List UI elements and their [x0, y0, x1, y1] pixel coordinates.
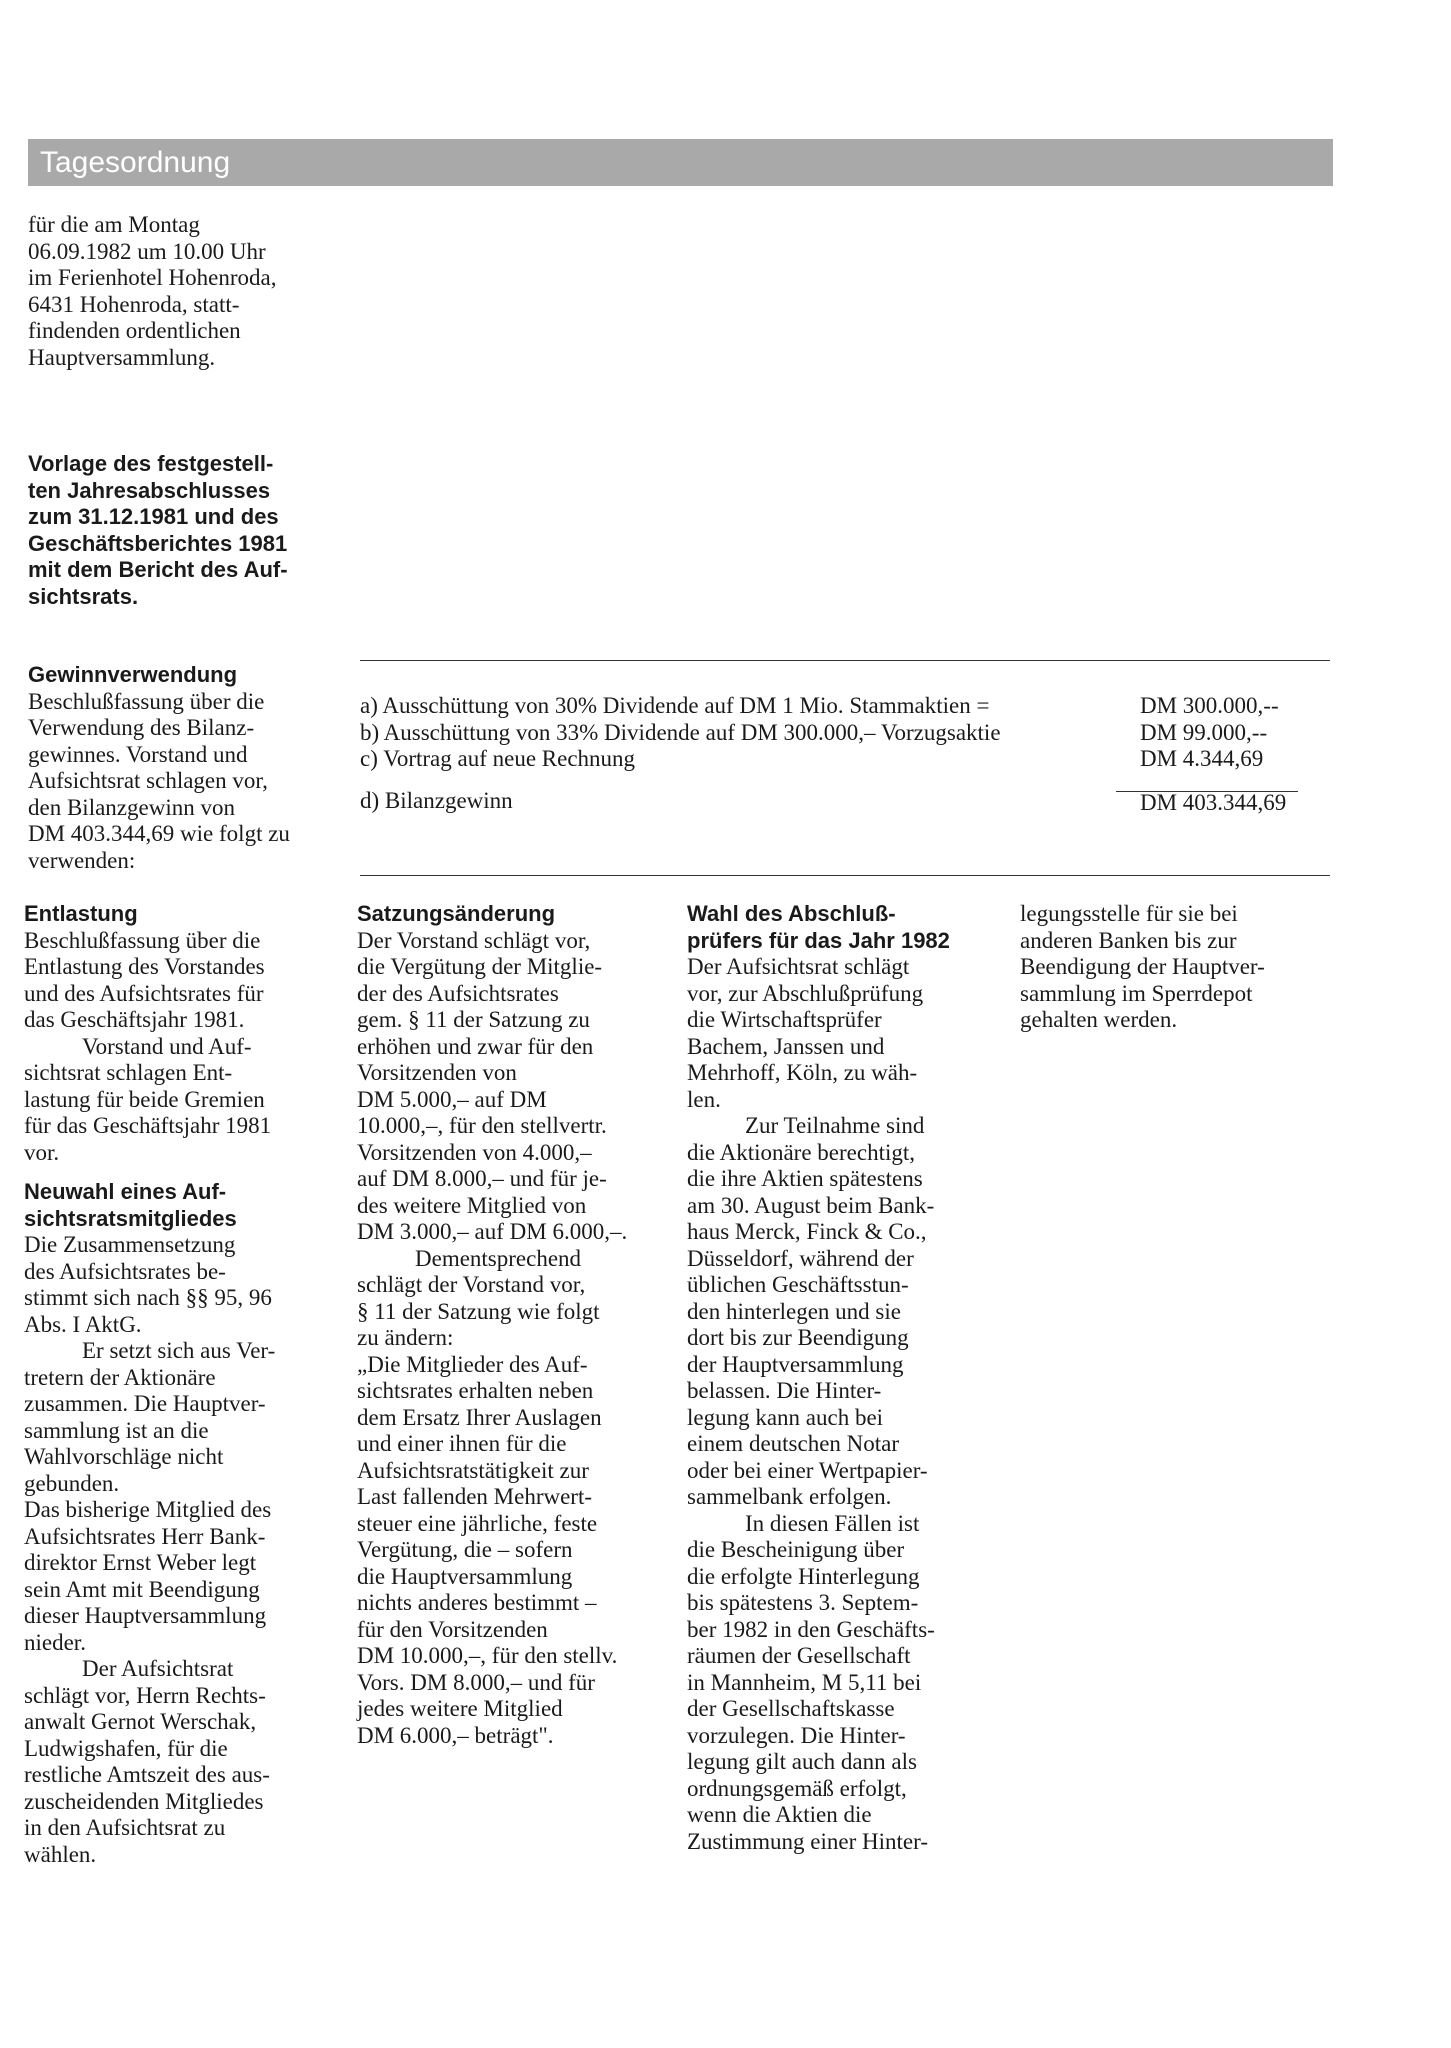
- text-line: bis spätestens 3. Septem-: [687, 1590, 919, 1615]
- text-line: vorzulegen. Die Hinter-: [687, 1722, 906, 1748]
- text-line: der Gesellschaftskasse: [687, 1696, 895, 1721]
- text-line: des Aufsichtsrates be-: [24, 1258, 226, 1284]
- text-line: In diesen Fällen ist: [745, 1510, 920, 1536]
- text-line: sichtsrats.: [28, 583, 139, 609]
- text-line: direktor Ernst Weber legt: [24, 1550, 257, 1575]
- text-line: Vorlage des festgestell-: [28, 451, 274, 476]
- text-line: Aufsichtsrates Herr Bank-: [24, 1523, 266, 1549]
- text-line: der des Aufsichtsrates: [357, 980, 559, 1006]
- text-line: zusammen. Die Hauptver-: [24, 1391, 266, 1416]
- text-line: gem. § 11 der Satzung zu: [357, 1007, 590, 1032]
- distribution-label: b) Ausschüttung von 33% Dividende auf DM 300.000,– Vorzugsaktie: [360, 720, 1001, 745]
- text-line: die Aktionäre berechtigt,: [687, 1139, 916, 1165]
- agenda-banner: Tagesordnung: [28, 139, 1333, 186]
- text-line: Neuwahl eines Auf-: [24, 1179, 227, 1204]
- text-line: Beendigung der Hauptver-: [1020, 954, 1265, 979]
- distribution-amount: DM 99.000,--: [1140, 720, 1268, 745]
- text-line: restliche Amtszeit des aus-: [24, 1762, 270, 1787]
- distribution-label: c) Vortrag auf neue Rechnung: [360, 746, 636, 771]
- text-line: dieser Hauptversammlung: [24, 1603, 267, 1628]
- text-line: Zur Teilnahme sind: [745, 1113, 925, 1138]
- text-line: vor, zur Abschlußprüfung: [687, 980, 924, 1006]
- distribution-row-a: [360, 693, 1305, 720]
- text-line: ber 1982 in den Geschäfts-: [687, 1616, 935, 1642]
- distribution-amount: DM 4.344,69: [1140, 746, 1264, 771]
- text-line: Wahl des Abschluß-: [687, 901, 896, 926]
- profit-appropriation-heading: Gewinnverwendung: [28, 662, 238, 687]
- distribution-amount: DM 403.344,69: [1140, 790, 1287, 815]
- auditor-election-heading: [687, 901, 1002, 954]
- text-line: legungsstelle für sie bei: [1020, 901, 1238, 926]
- text-line: tretern der Aktionäre: [24, 1364, 216, 1390]
- text-line: nichts anderes bestimmt –: [357, 1590, 597, 1615]
- bylaws-amendment-paragraph-2: [357, 1246, 672, 1750]
- text-line: sein Amt mit Beendigung: [24, 1576, 260, 1602]
- text-line: zum 31.12.1981 und des: [28, 504, 279, 529]
- distribution-row-b: [360, 720, 1305, 747]
- board-election-paragraph-3: [24, 1497, 339, 1656]
- text-line: „Die Mitglieder des Auf-: [357, 1351, 588, 1377]
- item-profit-appropriation: [28, 662, 348, 874]
- text-line: Düsseldorf, während der: [687, 1245, 914, 1271]
- text-line: Die Zusammensetzung: [24, 1232, 236, 1257]
- text-line: des weitere Mitglied von: [357, 1192, 587, 1218]
- text-line: die Vergütung der Mitglie-: [357, 954, 603, 979]
- text-line: nieder.: [24, 1629, 86, 1655]
- text-line: Zustimmung einer Hinter-: [687, 1828, 928, 1854]
- text-line: gehalten werden.: [1020, 1007, 1178, 1032]
- text-line: Dementsprechend: [415, 1245, 582, 1271]
- board-election-heading: [24, 1179, 339, 1232]
- board-election-paragraph-2: [24, 1338, 339, 1497]
- text-line: für das Geschäftsjahr 1981: [24, 1113, 272, 1138]
- column-1: [24, 901, 339, 1868]
- text-line: schlägt vor, Herrn Rechts-: [24, 1682, 266, 1708]
- text-line: in den Aufsichtsrat zu: [24, 1815, 226, 1840]
- discharge-paragraph-1: [24, 928, 339, 1034]
- text-line: die Bescheinigung über: [687, 1537, 905, 1562]
- text-line: DM 10.000,–, für den stellv.: [357, 1643, 618, 1668]
- divider-bottom: [360, 875, 1330, 876]
- text-line: erhöhen und zwar für den: [357, 1033, 594, 1059]
- text-line: § 11 der Satzung wie folgt: [357, 1298, 600, 1324]
- text-line: stimmt sich nach §§ 95, 96: [24, 1285, 272, 1310]
- intro-text: [28, 212, 276, 371]
- deposit-continuation-paragraph: [1020, 901, 1335, 1034]
- text-line: üblichen Geschäftsstun-: [687, 1272, 909, 1297]
- text-line: und einer ihnen für die: [357, 1431, 567, 1456]
- text-line: anderen Banken bis zur: [1020, 927, 1237, 953]
- text-line: wenn die Aktien die: [687, 1802, 872, 1827]
- text-line: das Geschäftsjahr 1981.: [24, 1007, 245, 1032]
- text-line: Vergütung, die – sofern: [357, 1537, 573, 1562]
- text-line: findenden ordentlichen: [28, 318, 241, 343]
- text-line: Er setzt sich aus Ver-: [82, 1338, 276, 1363]
- text-line: die erfolgte Hinterlegung: [687, 1563, 920, 1589]
- text-line: mit dem Bericht des Auf-: [28, 557, 288, 582]
- text-line: ordnungsgemäß erfolgt,: [687, 1775, 907, 1801]
- text-line: Beschlußfassung über die: [24, 927, 261, 953]
- text-line: auf DM 8.000,– und für je-: [357, 1166, 607, 1191]
- attendance-paragraph: [687, 1113, 1002, 1511]
- text-line: die Hauptversammlung: [357, 1563, 573, 1589]
- column-4: [1020, 901, 1335, 1034]
- text-line: Der Vorstand schlägt vor,: [357, 927, 591, 953]
- distribution-amount: DM 300.000,--: [1140, 693, 1279, 718]
- discharge-paragraph-2: [24, 1034, 339, 1167]
- text-line: Der Aufsichtsrat: [82, 1656, 234, 1681]
- text-line: für die am Montag: [28, 212, 200, 237]
- text-line: für den Vorsitzenden: [357, 1616, 548, 1642]
- text-line: 10.000,–, für den stellvertr.: [357, 1113, 607, 1138]
- text-line: lastung für beide Gremien: [24, 1086, 265, 1112]
- text-line: den hinterlegen und sie: [687, 1298, 901, 1324]
- text-line: zuscheidenden Mitgliedes: [24, 1788, 264, 1814]
- text-line: DM 403.344,69 wie folgt zu: [28, 821, 290, 846]
- text-line: und des Aufsichtsrates für: [24, 980, 264, 1006]
- auditor-election-paragraph-1: [687, 954, 1002, 1113]
- text-line: Geschäftsberichtes 1981: [28, 530, 288, 556]
- board-election-paragraph-4: [24, 1656, 339, 1868]
- text-line: Last fallenden Mehrwert-: [357, 1484, 593, 1509]
- text-line: im Ferienhotel Hohenroda,: [28, 265, 277, 290]
- distribution-label: a) Ausschüttung von 30% Dividende auf DM 1 Mio. Stammaktien =: [360, 693, 990, 718]
- text-line: Entlastung des Vorstandes: [24, 954, 265, 979]
- column-3: [687, 901, 1002, 1855]
- text-line: Mehrhoff, Köln, zu wäh-: [687, 1060, 918, 1085]
- text-line: DM 6.000,– beträgt".: [357, 1722, 554, 1748]
- text-line: Das bisherige Mitglied des: [24, 1497, 272, 1522]
- distribution-row-c: [360, 746, 1305, 773]
- text-line: sichtsratsmitgliedes: [24, 1205, 237, 1231]
- text-line: gebunden.: [24, 1470, 120, 1496]
- text-line: prüfers für das Jahr 1982: [687, 927, 950, 953]
- text-line: verwenden:: [28, 847, 136, 873]
- text-line: legung kann auch bei: [687, 1404, 884, 1430]
- text-line: Vorsitzenden von 4.000,–: [357, 1139, 592, 1165]
- column-2: [357, 901, 672, 1749]
- profit-appropriation-text: [28, 689, 348, 875]
- text-line: wählen.: [24, 1841, 97, 1867]
- text-line: Hauptversammlung.: [28, 344, 216, 370]
- text-line: zu ändern:: [357, 1325, 454, 1350]
- text-line: Vorsitzenden von: [357, 1060, 517, 1085]
- text-line: vor.: [24, 1139, 60, 1165]
- text-line: schlägt der Vorstand vor,: [357, 1272, 586, 1297]
- text-line: dem Ersatz Ihrer Auslagen: [357, 1404, 602, 1430]
- text-line: der Hauptversammlung: [687, 1351, 904, 1377]
- text-line: Wahlvorschläge nicht: [24, 1444, 224, 1469]
- text-line: anwalt Gernot Werschak,: [24, 1709, 257, 1734]
- bylaws-amendment-paragraph-1: [357, 928, 672, 1246]
- text-line: sammlung ist an die: [24, 1417, 209, 1443]
- text-line: dort bis zur Beendigung: [687, 1325, 909, 1350]
- text-line: len.: [687, 1086, 721, 1112]
- text-line: räumen der Gesellschaft: [687, 1643, 911, 1668]
- board-election-paragraph-1: [24, 1232, 339, 1338]
- discharge-heading: Entlastung: [24, 901, 138, 926]
- text-line: in Mannheim, M 5,11 bei: [687, 1669, 922, 1695]
- deposit-certificate-paragraph: [687, 1511, 1002, 1856]
- text-line: oder bei einer Wertpapier-: [687, 1457, 928, 1483]
- text-line: legung gilt auch dann als: [687, 1749, 917, 1774]
- text-line: Aufsichtsratstätigkeit zur: [357, 1457, 589, 1483]
- text-line: steuer eine jährliche, feste: [357, 1510, 598, 1536]
- text-line: 6431 Hohenroda, statt-: [28, 291, 240, 317]
- text-line: den Bilanzgewinn von: [28, 794, 235, 820]
- text-line: Ludwigshafen, für die: [24, 1735, 228, 1761]
- text-line: DM 3.000,– auf DM 6.000,–.: [357, 1219, 628, 1244]
- text-line: haus Merck, Finck & Co.,: [687, 1219, 927, 1244]
- text-line: sammlung im Sperrdepot: [1020, 980, 1253, 1006]
- text-line: belassen. Die Hinter-: [687, 1378, 882, 1403]
- text-line: Verwendung des Bilanz-: [28, 715, 255, 740]
- text-line: sichtsrates erhalten neben: [357, 1378, 594, 1403]
- distribution-label: d) Bilanzgewinn: [360, 788, 513, 813]
- text-line: sammelbank erfolgen.: [687, 1484, 892, 1509]
- divider-top: [360, 660, 1330, 661]
- text-line: jedes weitere Mitglied: [357, 1696, 563, 1721]
- text-line: Der Aufsichtsrat schlägt: [687, 954, 910, 979]
- text-line: die Wirtschaftsprüfer: [687, 1007, 882, 1032]
- text-line: DM 5.000,– auf DM: [357, 1086, 547, 1112]
- text-line: Beschlußfassung über die: [28, 688, 265, 714]
- text-line: am 30. August beim Bank-: [687, 1192, 935, 1218]
- text-line: Bachem, Janssen und: [687, 1033, 885, 1059]
- text-line: Vorstand und Auf-: [82, 1033, 252, 1059]
- text-line: gewinnes. Vorstand und: [28, 741, 248, 767]
- item-financial-statements: [28, 451, 288, 610]
- text-line: die ihre Aktien spätestens: [687, 1166, 923, 1191]
- text-line: einem deutschen Notar: [687, 1431, 900, 1456]
- text-line: sichtsrat schlagen Ent-: [24, 1060, 233, 1085]
- text-line: ten Jahresabschlusses: [28, 477, 271, 503]
- text-line: Aufsichtsrat schlagen vor,: [28, 768, 268, 793]
- text-line: 06.09.1982 um 10.00 Uhr: [28, 238, 266, 264]
- text-line: Vors. DM 8.000,– und für: [357, 1669, 595, 1695]
- distribution-row-d: [360, 788, 1305, 815]
- bylaws-amendment-heading: Satzungsänderung: [357, 901, 556, 926]
- text-line: Abs. I AktG.: [24, 1311, 142, 1337]
